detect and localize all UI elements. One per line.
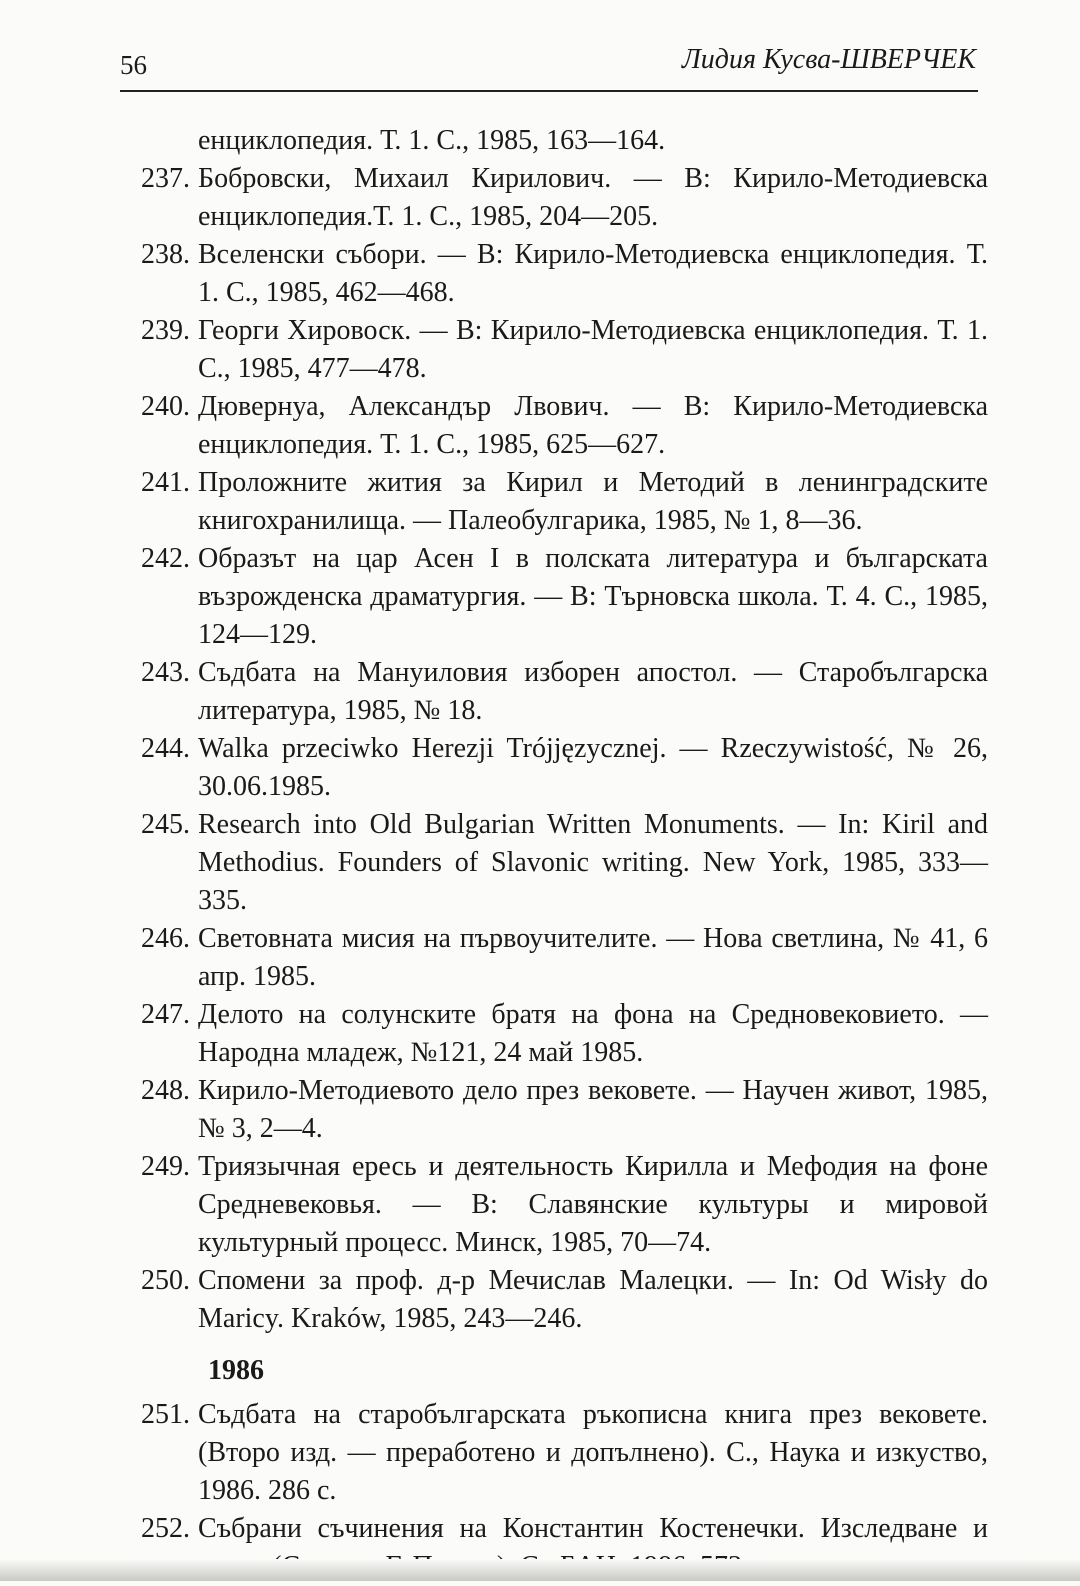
bibliography-entry <box>128 464 988 540</box>
entries-1985 <box>128 160 988 1338</box>
entry-text: Вселенски събори. — В: Кирило-Методиевска енциклопедия. Т. 1. С., 1985, 462—468. <box>198 239 988 308</box>
entry-text: Събрани съчинения на Константин Костенечки. Изследване и <box>198 1513 988 1544</box>
entry-text: Георги Хировоск. — В: Кирило-Методиевска енциклопедия. Т. 1. С., 1985, 477—478. <box>198 315 988 384</box>
bibliography-entry <box>128 654 988 730</box>
continued-entry <box>128 122 988 160</box>
bibliography-entry <box>128 388 988 464</box>
entries-1986 <box>128 1396 988 1586</box>
entry-text: Кирило-Методиевото дело през вековете. — Научен живот, 1985, № 3, 2—4. <box>198 1075 988 1144</box>
entry-number: 244. <box>141 733 190 764</box>
bibliography-entry <box>128 236 988 312</box>
bibliography-entry <box>128 1072 988 1148</box>
entry-number: 252. <box>141 1513 190 1544</box>
entry-text: Съдбата на старобългарската ръкописна книга през вековете. (Второ изд. — преработено и допълнено). С., Наука и изкуство, 1986. 286 с. <box>198 1399 988 1506</box>
entry-text: Research into Old Bulgarian Written Monuments. — In: Kiril and Methodius. Founders of Slavonic writing. New York, 1985, 333—335. <box>198 809 988 916</box>
bibliography-entry <box>128 160 988 236</box>
entry-text: Световната мисия на първоучителите. — Нова светлина, № 41, 6 апр. 1985. <box>198 923 988 992</box>
continued-entry-text: енциклопедия. Т. 1. С., 1985, 163—164. <box>198 125 666 156</box>
entry-number: 238. <box>141 239 190 270</box>
entry-number: 249. <box>141 1151 190 1182</box>
year-heading: 1986 <box>208 1355 264 1386</box>
entry-text: Дювернуа, Александър Лвович. — В: Кирило-Методиевска енциклопедия. Т. 1. С., 1985, 625—627. <box>198 391 988 460</box>
entry-number: 250. <box>141 1265 190 1296</box>
entry-text: Бобровски, Михаил Кирилович. — В: Кирило-Методиевска енциклопедия.Т. 1. С., 1985, 204—205. <box>198 163 988 232</box>
bibliography-list <box>128 122 988 1586</box>
entry-number: 246. <box>141 923 190 954</box>
entry-text: Делото на солунските братя на фона на Средновековието. — Народна младеж, №121, 24 май 1985. <box>198 999 988 1068</box>
entry-number: 247. <box>141 999 190 1030</box>
entry-number: 237. <box>141 163 190 194</box>
entry-text: Проложните жития за Кирил и Методий в ленинградските книгохранилища. — Палеобулгарика, 1985, № 1, 8—36. <box>198 467 988 536</box>
bibliography-entry <box>128 540 988 654</box>
bibliography-entry <box>128 1262 988 1338</box>
entry-text: Спомени за проф. д-р Мечислав Малецки. — In: Od Wisły do Maricy. Kraków, 1985, 243—246. <box>198 1265 988 1334</box>
bibliography-entry <box>128 730 988 806</box>
entry-number: 240. <box>141 391 190 422</box>
entry-text: Съдбата на Мануиловия изборен апостол. — Старобългарска литература, 1985, № 18. <box>198 657 988 726</box>
entry-text: Walka przeciwko Herezji Trójjęzycznej. — Rzeczywistość, № 26, 30.06.1985. <box>198 733 988 802</box>
bibliography-entry <box>128 996 988 1072</box>
page-number: 56 <box>120 50 147 80</box>
entry-text: Триязычная ересь и деятельность Кирилла и Мефодия на фоне Средневековья. — В: Славянские культуры и мировой культурный процесс. Минск, 1985, 70—74. <box>198 1151 988 1258</box>
entry-number: 241. <box>141 467 190 498</box>
entry-number: 243. <box>141 657 190 688</box>
bibliography-entry <box>128 1396 988 1510</box>
bibliography-entry <box>128 312 988 388</box>
bibliography-entry <box>128 1148 988 1262</box>
entry-number: 242. <box>141 543 190 574</box>
bibliography-entry <box>128 920 988 996</box>
page-header <box>120 40 978 92</box>
entry-number: 251. <box>141 1399 190 1430</box>
entry-text: Образът на цар Асен I в полската литература и българската възрожденска драматургия. — В: Търновска школа. Т. 4. С., 1985, 124—129. <box>198 543 988 650</box>
running-head: Лидия Кусва-ШВЕРЧЕК <box>681 44 976 75</box>
entry-number: 248. <box>141 1075 190 1106</box>
bibliography-entry <box>128 806 988 920</box>
entry-number: 239. <box>141 315 190 346</box>
page-edge-shadow <box>0 1559 1080 1581</box>
entry-number: 245. <box>141 809 190 840</box>
